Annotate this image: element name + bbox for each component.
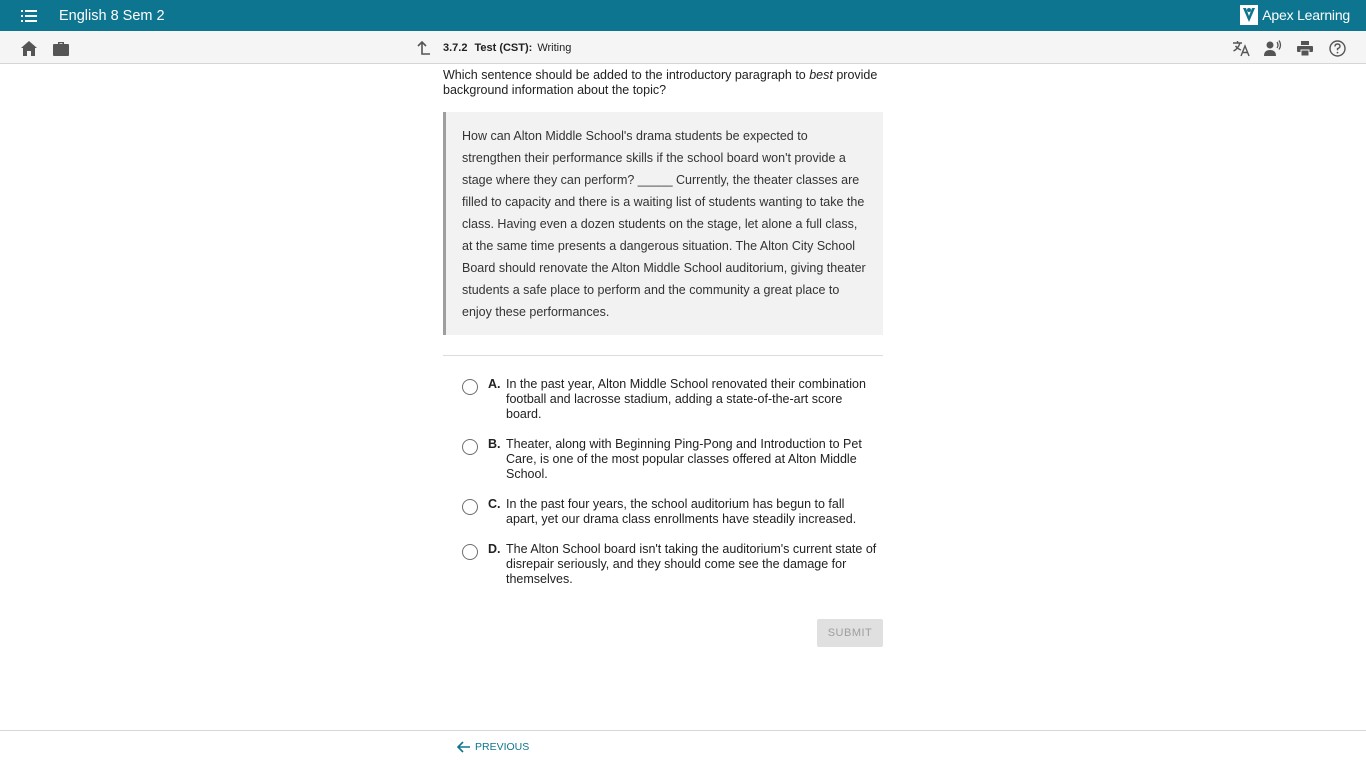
option-text: Theater, along with Beginning Ping-Pong and Introduction to Pet Care, is one of the most popular classes offered at Alton Middle School. (506, 437, 862, 481)
question-prompt (443, 68, 883, 98)
briefcase-icon[interactable] (51, 38, 71, 58)
up-arrow-icon[interactable] (415, 39, 433, 57)
brand-logo (1240, 5, 1350, 25)
radio-button[interactable] (462, 439, 478, 455)
option-letter: C. (488, 497, 501, 511)
question-panel (443, 68, 883, 602)
text-to-speech-icon[interactable] (1263, 38, 1283, 58)
brand-name: Apex Learning (1262, 7, 1350, 23)
radio-button[interactable] (462, 499, 478, 515)
option-letter: D. (488, 542, 501, 556)
translate-icon[interactable] (1231, 38, 1251, 58)
option-letter: A. (488, 377, 501, 391)
answer-option-c[interactable] (443, 497, 883, 527)
divider (443, 355, 883, 356)
bottom-nav-bar (0, 730, 1366, 768)
home-icon[interactable] (19, 38, 39, 58)
option-text: In the past year, Alton Middle School renovated their combination football and lacrosse stadium, adding a state-of-the-art score board. (506, 377, 866, 421)
option-text: The Alton School board isn't taking the auditorium's current state of disrepair seriously, and they should come see the damage for themselves. (506, 542, 877, 586)
breadcrumb (415, 39, 571, 57)
app-bar (0, 0, 1366, 31)
passage: How can Alton Middle School's drama students be expected to strengthen their performance skills if the school board won't provide a stage where they can perform? _____ Currently, the theater classes are filled to capacity and there is a waiting list of students wanting to take the class. Having even a dozen students on the stage, let alone a full class, at the same time presents a dangerous situation. The Alton City School Board should renovate the Alton Middle School auditorium, giving theater students a safe place to perform and the community a great place to enjoy these performances. (443, 112, 883, 335)
answer-option-a[interactable] (443, 377, 883, 422)
answer-option-d[interactable] (443, 542, 883, 587)
toolbar (0, 31, 1366, 64)
assessment-type: Test (CST): (474, 42, 533, 54)
question-emphasis: best (809, 68, 833, 82)
answer-options (443, 377, 883, 587)
answer-option-b[interactable] (443, 437, 883, 482)
lesson-number: 3.7.2 (443, 42, 468, 54)
option-text: In the past four years, the school auditorium has begun to fall apart, yet our drama class enrollments have steadily increased. (506, 497, 857, 526)
course-title: English 8 Sem 2 (59, 7, 165, 24)
radio-button[interactable] (462, 379, 478, 395)
option-letter: B. (488, 437, 501, 451)
question-text-prefix: Which sentence should be added to the introductory paragraph to (443, 68, 810, 82)
question-text-suffix: provide background information about the topic? (443, 68, 878, 97)
arrow-left-icon (457, 741, 471, 753)
help-icon[interactable] (1327, 38, 1347, 58)
print-icon[interactable] (1295, 38, 1315, 58)
previous-label: PREVIOUS (475, 741, 530, 753)
radio-button[interactable] (462, 544, 478, 560)
submit-button[interactable]: SUBMIT (817, 619, 883, 647)
previous-button[interactable] (457, 741, 529, 753)
lesson-topic: Writing (537, 42, 572, 54)
apex-logo-icon (1240, 5, 1258, 25)
list-icon[interactable] (18, 5, 40, 27)
